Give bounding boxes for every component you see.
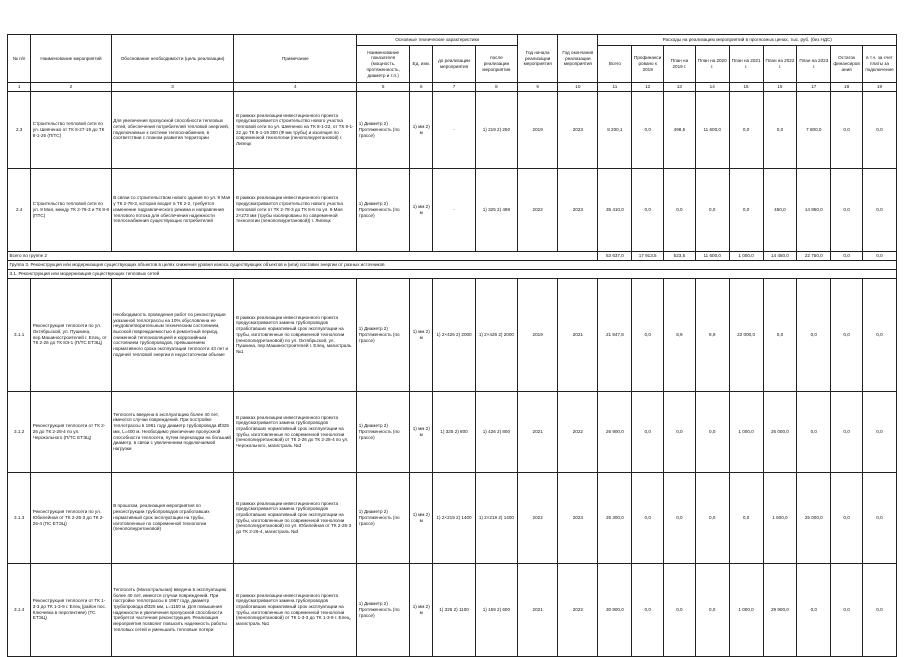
cell-end: 2022 <box>558 391 598 472</box>
cell-p2021: 1 000,0 <box>729 391 763 472</box>
cell-p2021: 22 000,0 <box>729 278 763 391</box>
column-number: 9 <box>518 83 558 92</box>
header-param: Наименование показателя (мощность, протяженность, диаметр и т.п.) <box>357 46 410 83</box>
cell-p2020: 8,9 <box>695 278 729 391</box>
cell-param: 1) Диаметр 2) Протяженность (по трассе) <box>357 391 410 472</box>
cell-end: 2023 <box>558 168 598 251</box>
cell-p2022: 1 500,0 <box>763 472 797 563</box>
cell-p2021: 0,0 <box>729 472 763 563</box>
header-note: Примечание <box>234 35 357 83</box>
total-2020: 11 600,0 <box>695 251 729 260</box>
cell-name: Реконструкция теплосети от ТК 1-3-3 до ТК 1-3-9 г. Елец (район пос. Ключевка в перспективе) (ТС ЕТЭЦ) <box>31 563 111 656</box>
cell-vat: 0,0 <box>862 91 896 168</box>
cell-no: 3.1.2 <box>8 391 31 472</box>
cell-no: 3.1.3 <box>8 472 31 563</box>
table-row <box>8 168 897 251</box>
column-number: 6 <box>410 83 433 92</box>
cell-end: 2023 <box>558 472 598 563</box>
subgroup-3-1-row <box>8 269 897 278</box>
cell-rest: 0,0 <box>831 278 863 391</box>
cell-p2019: 0,0 <box>664 391 696 472</box>
cell-rest: 0,0 <box>831 168 863 251</box>
cell-reason: Теплосеть (Магистральная) введена в эксплуатацию более 40 лет, имеются случаи повреждений. При постройке теплотрассы в 1967 году, диаметр трубопровода Ø325 мм, L=1150 м. Для повышения надежности и увеличения пропускной способности требуется частичная реконструкция. Реализация мероприятия позволит повысить надежность работы тепловых сетей и уменьшить тепловые потери <box>111 563 234 656</box>
column-number: 14 <box>695 83 729 92</box>
cell-start: 2019 <box>518 278 558 391</box>
header-2019: План на 2019 г. <box>664 46 696 83</box>
cell-param: 1) Диаметр 2) Протяженность (по трассе) <box>357 278 410 391</box>
cell-total: 21 847,8 <box>598 278 632 391</box>
column-number: 10 <box>558 83 598 92</box>
cell-reason: Теплосеть введена в эксплуатацию более 40 лет, имеются случаи повреждений. При постройке теплотрассы в 1961 году диаметр трубопровода Ø325 мм, L=400 м. Необходимо увеличение пропускной способности теплосети, путем перекладки на больший диаметр, в связи с увеличением подключаемой нагрузки <box>111 391 234 472</box>
cell-vat: 0,0 <box>862 472 896 563</box>
cell-p2022: 450,0 <box>763 168 797 251</box>
cell-reason: В прошлом, реализация мероприятия по реконструкции трубопроводов отработавших нормативный срок эксплуатации на трубы, изготовленные по современной технологии (пенополиуретановой) <box>111 472 234 563</box>
cell-before: 1) 325 2) 1100 <box>433 563 475 656</box>
cell-fin: 0,0 <box>632 168 664 251</box>
cell-p2020: 0,0 <box>695 472 729 563</box>
cell-before: - <box>433 168 475 251</box>
column-number: 7 <box>433 83 475 92</box>
cell-before: 1) 325 2) 800 <box>433 391 475 472</box>
cell-vat: 0,0 <box>862 391 896 472</box>
header-reason: Обоснование необходимости (цель реализации) <box>111 35 234 83</box>
total-rest: 0,0 <box>831 251 863 260</box>
cell-total: 30 900,0 <box>598 563 632 656</box>
total-total: 53 637,0 <box>598 251 632 260</box>
column-number: 3 <box>111 83 234 92</box>
header-end: Год окончания реализации мероприятия <box>558 35 598 83</box>
cell-total: 8 200,1 <box>598 91 632 168</box>
total-fin: 17 913,5 <box>632 251 664 260</box>
cell-p2021: 0,0 <box>729 168 763 251</box>
cell-param: 1) Диаметр 2) Протяженность (по трассе) <box>357 472 410 563</box>
column-number: 18 <box>831 83 863 92</box>
column-number: 11 <box>598 83 632 92</box>
cell-p2020: 0,0 <box>695 391 729 472</box>
cell-note: В рамках реализации инвестиционного проекта предусматривается замена трубопроводов отработавших нормативный срок эксплуатации на трубы, изготовленные по современной технологии (пенополиуретановой) от ТК 2-26 до ТК 2-28-4 по ул. Черокольного, магистраль №3 <box>234 391 357 472</box>
cell-unit: 1) мм 2) м <box>410 278 433 391</box>
column-number: 8 <box>475 83 517 92</box>
cell-no: 3.1.1 <box>8 278 31 391</box>
cell-start: 2022 <box>518 472 558 563</box>
header-before: до реализации мероприятия <box>433 46 475 83</box>
header-tech-group: Основные технические характеристики <box>357 35 518 46</box>
total-2021: 1 000,0 <box>729 251 763 260</box>
group-3-title: Группа 3. Реконструкция или модернизация существующих объектов в целях снижения уровня износа существующих объектов и (или) поставки энергии от разных источников <box>8 260 897 269</box>
cell-after: 1) 159 2) 600 <box>475 563 517 656</box>
cell-note: В рамках реализации инвестиционного проекта предусматривается замена трубопроводов отработавших нормативный срок эксплуатации на трубы, изготовленные по современной технологии (пенополиуретановой) по ул. Юбилейная от ТК 2-26-3 до ТК 2-26-4, магистраль №3 <box>234 472 357 563</box>
header-name: Наименование мероприятий <box>31 35 111 83</box>
column-number: 17 <box>797 83 831 92</box>
cell-p2022: 0,0 <box>763 278 797 391</box>
cell-p2023: 0,0 <box>797 278 831 391</box>
cell-p2020: 0,0 <box>695 168 729 251</box>
cell-no: 2.3 <box>8 91 31 168</box>
cell-after: 1) 2×426 2) 2000 <box>475 278 517 391</box>
cell-rest: 0,0 <box>831 563 863 656</box>
table-row <box>8 472 897 563</box>
group-3-row <box>8 260 897 269</box>
table-row <box>8 91 897 168</box>
cell-rest: 0,0 <box>831 472 863 563</box>
investment-table <box>7 34 897 657</box>
cell-p2023: 7 800,0 <box>797 91 831 168</box>
column-number: 1 <box>8 83 31 92</box>
cell-p2019: 0,0 <box>664 472 696 563</box>
total-2022: 14 450,0 <box>763 251 797 260</box>
cell-start: 2021 <box>518 391 558 472</box>
header-2023: План на 2023 г. <box>797 46 831 83</box>
column-number: 16 <box>763 83 797 92</box>
cell-name: Строительство тепловой сети по ул. 9 Мая, между ТК 2-78-3 и ТК 8-6 (ПТС) <box>31 168 111 251</box>
cell-rest: 0,0 <box>831 91 863 168</box>
header-no: № п/п <box>8 35 31 83</box>
cell-note: В рамках реализации инвестиционного проекта предусматривается строительство нового участка тепловой сети по ул. Шевченко на ТК 8-1-22, от ТК 8-1-22 до ТК 8-1-19 300 (Ф мм трубы) и изоляция по современной технологии (пенополиуретановой) г. Липецк <box>234 91 357 168</box>
cell-after: 1) 2×219 2) 1400 <box>475 472 517 563</box>
cell-reason: Для увеличения пропускной способности тепловых сетей, обеспечения потребителей тепловой энергией, подключаемых к системе теплоснабжения, в соответствии с планом развития территории <box>111 91 234 168</box>
cell-reason: В связи со строительством нового здания по ул. 9 Мая у ТК 2-78-3, которая входит в ТК 2-2, требуется изменение гидравлического режима и направления теплового потока для обеспечения надежности теплоснабжения существующих потребителей <box>111 168 234 251</box>
total-2019: 523,5 <box>664 251 696 260</box>
cell-end: 2023 <box>558 91 598 168</box>
total-2023: 22 750,0 <box>797 251 831 260</box>
header-after: после реализации мероприятия <box>475 46 517 83</box>
cell-after: 1) 325 2) 498 <box>475 168 517 251</box>
cell-total: 35 410,0 <box>598 168 632 251</box>
cell-p2021: 0,0 <box>729 91 763 168</box>
cell-unit: 1) мм 2) м <box>410 472 433 563</box>
cell-start: 2022 <box>518 168 558 251</box>
cell-p2022: 0,0 <box>763 91 797 168</box>
cell-fin: 0,0 <box>632 472 664 563</box>
cell-param: 1) Диаметр 2) Протяженность (по трассе) <box>357 168 410 251</box>
cell-before: - <box>433 91 475 168</box>
cell-param: 1) Диаметр 2) Протяженность (по трассе) <box>357 91 410 168</box>
header-start: Год начала реализации мероприятия <box>518 35 558 83</box>
cell-p2019: 0,0 <box>664 563 696 656</box>
cell-fin: 0,0 <box>632 391 664 472</box>
table-row <box>8 278 897 391</box>
column-number: 13 <box>664 83 696 92</box>
cell-name: Строительство тепловой сети по ул. Шевченко от ТК 8-27-19 до ТК 8-1-26 (П/ТС) <box>31 91 111 168</box>
cell-rest: 0,0 <box>831 391 863 472</box>
cell-total: 26 300,0 <box>598 472 632 563</box>
cell-reason: Необходимость проведения работ по реконструкции указанной теплотрассы на 10% обусловлена ее неудовлетворительным техническим состоянием, высокой повреждаемостью в ремонтный период, сниженной теплоизоляцией и коррозийным состоянием трубопроводов, превышением нормативного срока эксплуатации теплосети 43 лет и подачей тепловой энергии в недостаточном объеме <box>111 278 234 391</box>
column-number: 19 <box>862 83 896 92</box>
cell-name: Реконструкция теплосети от ТК 2-26 до ТК 2-28-4 по ул. Черокольного (П/ТС ЕТЭЦ) <box>31 391 111 472</box>
cell-note: В рамках реализации инвестиционного проекта предусматривается строительство нового участка тепловой сети от ТК 2-78-3 до ТК 8-6 по ул. 9 Мая 2×273 мм (трубы изолированы по современной технологии (пенополиуретановой)) г. Липецк <box>234 168 357 251</box>
group-total-row <box>8 251 897 260</box>
cell-after: 1) 426 2) 800 <box>475 391 517 472</box>
header-unit: Ед. изм. <box>410 46 433 83</box>
column-number: 2 <box>31 83 111 92</box>
column-number: 12 <box>632 83 664 92</box>
column-number-row <box>8 83 897 92</box>
cell-note: В рамках реализации инвестиционного проекта предусматривается замена трубопроводов отработавших нормативный срок эксплуатации на трубы, изготовленные по современной технологии (пенополиуретановой) по ул. Октябрьской, ул. Пушкина, пер.Машиностроителей г. Елец, магистраль №1 <box>234 278 357 391</box>
cell-vat: 0,0 <box>862 563 896 656</box>
header-vat: в т.ч. за счет платы за подключение <box>862 46 896 83</box>
cell-p2023: 0,0 <box>797 391 831 472</box>
cell-no: 3.1.4 <box>8 563 31 656</box>
cell-name: Реконструкция теплосети по ул. Юбилейная от ТК 2-26-3 до ТК 2-26-4 (ПС ЕТЭЦ) <box>31 472 111 563</box>
table-row <box>8 391 897 472</box>
cell-after: 1) 219 2) 250 <box>475 91 517 168</box>
cell-param: 1) Диаметр 2) Протяженность (по трассе) <box>357 563 410 656</box>
cell-p2023: 25 000,0 <box>797 472 831 563</box>
subgroup-3-1-title: 3.1. Реконструкция или модернизация существующих тепловых сетей <box>8 269 897 278</box>
cell-vat: 0,0 <box>862 168 896 251</box>
cell-unit: 1) мм 2) м <box>410 563 433 656</box>
cell-name: Реконструкция теплосети по ул. Октябрьской, ул. Пушкина, пер.Машиностроителей г. Елец, от ТК 2-26 до ТК 8Э-1 (П/ТС ЕТЭЦ) <box>31 278 111 391</box>
column-number: 5 <box>357 83 410 92</box>
cell-p2019: 498,5 <box>664 91 696 168</box>
cell-p2019: 0,0 <box>664 168 696 251</box>
column-number: 15 <box>729 83 763 92</box>
table-row <box>8 563 897 656</box>
header-2021: План на 2021 г. <box>729 46 763 83</box>
cell-start: 2019 <box>518 91 558 168</box>
header-costs-group: Расходы на реализацию мероприятий в прогнозных ценах, тыс. руб. (без НДС) <box>598 35 897 46</box>
cell-total: 26 900,0 <box>598 391 632 472</box>
cell-fin: 0,0 <box>632 278 664 391</box>
cell-no: 2.4 <box>8 168 31 251</box>
header-rest: Остаток финансирования <box>831 46 863 83</box>
cell-p2023: 14 950,0 <box>797 168 831 251</box>
cell-unit: 1) мм 2) м <box>410 391 433 472</box>
cell-p2019: 8,9 <box>664 278 696 391</box>
cell-start: 2021 <box>518 563 558 656</box>
cell-p2022: 29 900,0 <box>763 563 797 656</box>
header-2020: План на 2020 г. <box>695 46 729 83</box>
cell-unit: 1) мм 2) м <box>410 168 433 251</box>
header-fin: Профинансировано к 2019 <box>632 46 664 83</box>
cell-before: 1) 2×426 2) 2000 <box>433 278 475 391</box>
total-vat: 0,0 <box>862 251 896 260</box>
cell-p2022: 26 000,0 <box>763 391 797 472</box>
header-total: Всего <box>598 46 632 83</box>
total-label: Всего по группе 2 <box>8 251 598 260</box>
column-number: 4 <box>234 83 357 92</box>
cell-end: 2022 <box>558 563 598 656</box>
cell-fin: 0,0 <box>632 563 664 656</box>
cell-p2020: 0,0 <box>695 563 729 656</box>
cell-p2021: 1 000,0 <box>729 563 763 656</box>
cell-p2023: 0,0 <box>797 563 831 656</box>
cell-p2020: 11 600,0 <box>695 91 729 168</box>
header-2022: План на 2022 г. <box>763 46 797 83</box>
cell-unit: 1) мм 2) м <box>410 91 433 168</box>
cell-end: 2021 <box>558 278 598 391</box>
cell-vat: 0,0 <box>862 278 896 391</box>
cell-fin: 0,0 <box>632 91 664 168</box>
cell-before: 1) 2×219 2) 1400 <box>433 472 475 563</box>
cell-note: В рамках реализации инвестиционного проекта предусматривается замена трубопроводов отработавших нормативный срок эксплуатации на трубы, изготовленные по современной технологии (пенополиуретановой) от ТК 1-3-3 до ТК 1-3-9 г. Елец, магистраль №1 <box>234 563 357 656</box>
